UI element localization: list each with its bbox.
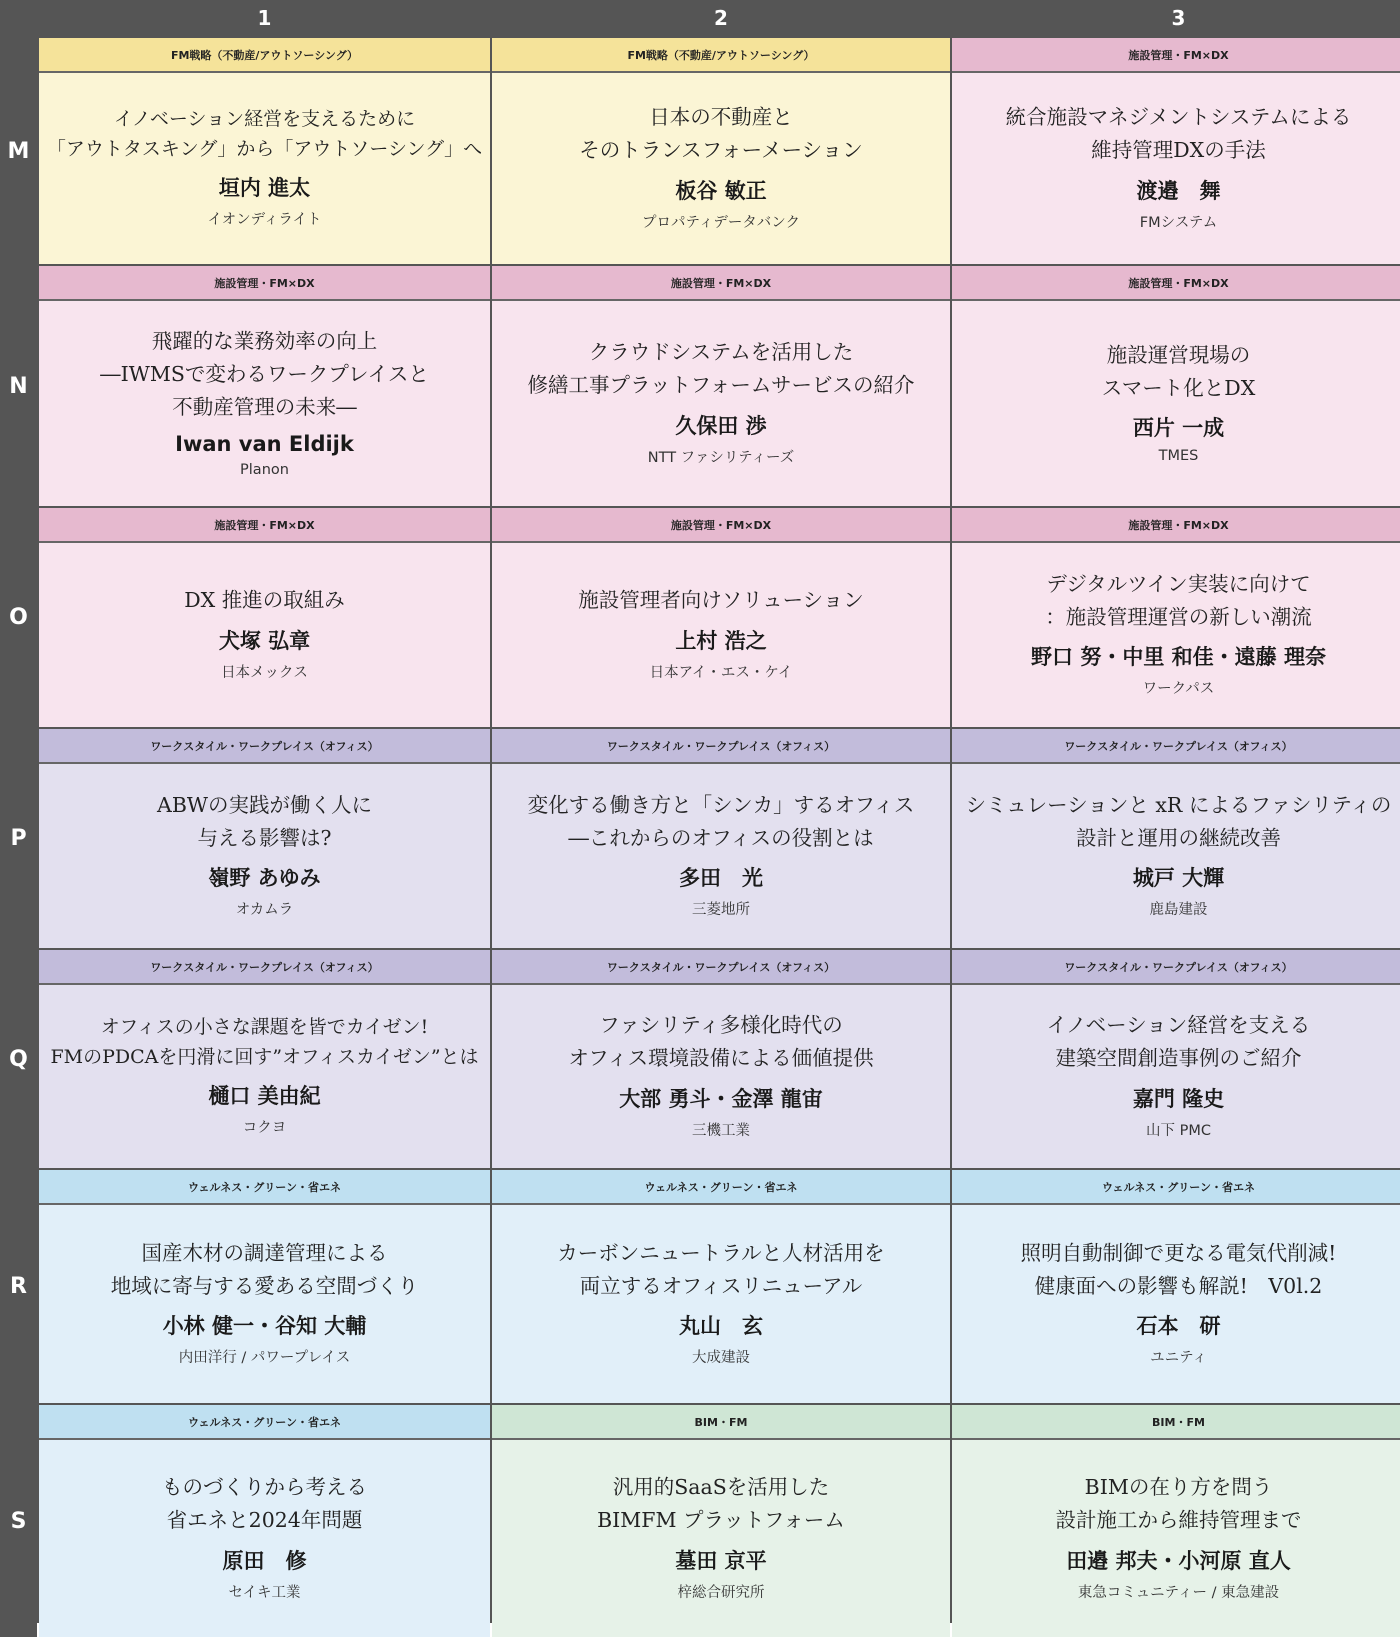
- session-speaker: 城戸 大輝: [1132, 866, 1225, 891]
- session-speaker: 渡邉 舞: [1136, 178, 1221, 203]
- session-organization: NTT ファシリティーズ: [647, 449, 795, 466]
- session-cell[interactable]: [952, 266, 1400, 506]
- session-category: BIM・FM: [952, 1405, 1400, 1440]
- session-cell[interactable]: [492, 1170, 950, 1403]
- session-title: [1102, 339, 1256, 405]
- session-title: [579, 101, 863, 167]
- session-cell[interactable]: [492, 508, 950, 727]
- session-cell[interactable]: [39, 1405, 490, 1637]
- session-body: [492, 301, 950, 506]
- session-body: [492, 985, 950, 1168]
- session-title: [184, 584, 345, 617]
- session-title-line: スマート化とDX: [1101, 375, 1256, 400]
- column-header: 3: [952, 0, 1400, 36]
- session-body: [39, 764, 490, 948]
- session-cell[interactable]: [952, 38, 1400, 264]
- row-header: M: [0, 38, 37, 264]
- session-category: 施設管理・FM×DX: [952, 508, 1400, 543]
- session-category: ウェルネス・グリーン・省エネ: [39, 1170, 490, 1205]
- session-title-line: ABWの実践が働く人に: [157, 792, 372, 817]
- session-organization: 日本アイ・エス・ケイ: [649, 664, 793, 681]
- session-title-line: 照明自動制御で更なる電気代削減!: [1020, 1240, 1337, 1265]
- session-category: ワークスタイル・ワークプレイス（オフィス）: [492, 729, 950, 764]
- row-header: Q: [0, 950, 37, 1168]
- session-title-line: 維持管理DXの手法: [1091, 138, 1266, 162]
- session-category: 施設管理・FM×DX: [39, 508, 490, 543]
- session-title-line: ファシリティ多様化時代の: [599, 1013, 843, 1038]
- session-title: [557, 1237, 884, 1303]
- session-cell[interactable]: [492, 266, 950, 506]
- row-header: S: [0, 1405, 37, 1637]
- session-organization: ワークパス: [1142, 681, 1215, 698]
- session-title: [527, 336, 914, 402]
- session-title-line: 「アウトタスキング」から「アウトソーシング」へ: [46, 138, 483, 160]
- session-organization: イオンディライト: [207, 212, 322, 229]
- session-body: [492, 764, 950, 948]
- session-body: [492, 1440, 950, 1637]
- session-body: [39, 1205, 490, 1403]
- session-title-line: 与える影響は?: [197, 825, 332, 850]
- session-title: [162, 1471, 367, 1537]
- session-speaker: 石本 研: [1136, 1314, 1221, 1339]
- session-title: [1056, 1471, 1302, 1537]
- session-category: ウェルネス・グリーン・省エネ: [952, 1170, 1400, 1205]
- session-category: FM戦略（不動産/アウトソーシング）: [492, 38, 950, 73]
- session-organization: 鹿島建設: [1149, 902, 1208, 919]
- row-header: N: [0, 266, 37, 506]
- session-title-line: デジタルツイン実装に向けて: [1046, 571, 1311, 596]
- session-organization: 内田洋行 / パワープレイス: [178, 1350, 351, 1367]
- session-body: [492, 543, 950, 727]
- session-title: [47, 104, 482, 165]
- session-title: [157, 789, 372, 855]
- session-title-line: 省エネと2024年問題: [166, 1508, 363, 1532]
- session-body: [952, 301, 1400, 506]
- session-title-line: 地域に寄与する愛ある空間づくり: [110, 1273, 419, 1298]
- session-title-line: BIMの在り方を問う: [1084, 1475, 1273, 1500]
- session-speaker: 樋口 美由紀: [208, 1084, 321, 1109]
- session-organization: ユニティ: [1150, 1350, 1207, 1367]
- session-title-line: クラウドシステムを活用した: [588, 340, 854, 365]
- session-organization: コクヨ: [242, 1120, 287, 1137]
- session-cell[interactable]: [492, 38, 950, 264]
- column-header: 1: [39, 0, 490, 36]
- session-category: 施設管理・FM×DX: [492, 266, 950, 301]
- session-title-line: 汎用的SaaSを活用した: [612, 1475, 830, 1500]
- session-body: [952, 985, 1400, 1168]
- session-body: [39, 985, 490, 1168]
- session-title-line: イノベーション経営を支えるために: [113, 107, 416, 130]
- session-organization: 三機工業: [692, 1122, 750, 1139]
- session-title-line: 両立するオフィスリニューアル: [579, 1273, 863, 1298]
- session-speaker: 犬塚 弘章: [218, 628, 311, 653]
- session-title-line: 飛躍的な業務効率の向上: [151, 329, 378, 354]
- session-cell[interactable]: [492, 1405, 950, 1637]
- session-body: [952, 73, 1400, 264]
- session-organization: FMシステム: [1139, 214, 1218, 231]
- session-speaker: 垣内 進太: [218, 176, 311, 201]
- session-cell[interactable]: [39, 508, 490, 727]
- session-body: [39, 543, 490, 727]
- session-body: [952, 543, 1400, 727]
- session-title-line: ―IWMSで変わるワークプレイスと: [100, 362, 429, 387]
- session-speaker: 久保田 渉: [675, 413, 767, 438]
- session-body: [39, 73, 490, 264]
- session-title-line: オフィスの小さな課題を皆でカイゼン!: [100, 1015, 429, 1038]
- session-category: 施設管理・FM×DX: [39, 266, 490, 301]
- session-title: [597, 1471, 845, 1537]
- session-title-line: 施設管理者向けソリューション: [578, 588, 864, 613]
- session-speaker: Iwan van Eldijk: [175, 431, 354, 456]
- session-cell[interactable]: [39, 950, 490, 1168]
- session-title-line: 国産木材の調達管理による: [141, 1240, 388, 1265]
- session-cell[interactable]: [492, 950, 950, 1168]
- session-title: [1006, 101, 1352, 167]
- session-title: [100, 325, 429, 423]
- session-title-line: ものづくりから考える: [162, 1475, 367, 1500]
- session-title-line: FMのPDCAを円滑に回す”オフィスカイゼン”とは: [50, 1046, 479, 1068]
- session-title-line: ―これからのオフィスの役割とは: [568, 825, 874, 850]
- session-title: [50, 1012, 478, 1073]
- session-category: ワークスタイル・ワークプレイス（オフィス）: [492, 950, 950, 985]
- row-header: R: [0, 1170, 37, 1403]
- session-category: BIM・FM: [492, 1405, 950, 1440]
- session-speaker: 丸山 玄: [679, 1314, 763, 1339]
- session-category: FM戦略（不動産/アウトソーシング）: [39, 38, 490, 73]
- session-speaker: 西片 一成: [1132, 416, 1225, 441]
- session-title-line: 修繕工事プラットフォームサービスの紹介: [527, 373, 915, 397]
- session-title-line: オフィス環境設備による価値提供: [568, 1046, 874, 1070]
- session-organization: 山下 PMC: [1146, 1122, 1211, 1139]
- session-title-line: 日本の不動産と: [649, 105, 793, 130]
- session-category: ワークスタイル・ワークプレイス（オフィス）: [952, 729, 1400, 764]
- session-organization: 梓総合研究所: [677, 1584, 765, 1601]
- session-title-line: カーボンニュートラルと人材活用を: [557, 1240, 885, 1265]
- session-speaker: 墓田 京平: [675, 1548, 767, 1573]
- session-title: [1021, 1237, 1337, 1303]
- session-category: ウェルネス・グリーン・省エネ: [39, 1405, 490, 1440]
- session-organization: 三菱地所: [692, 902, 750, 919]
- session-organization: TMES: [1158, 448, 1199, 465]
- session-category: ワークスタイル・ワークプレイス（オフィス）: [39, 729, 490, 764]
- session-body: [492, 73, 950, 264]
- session-speaker: 上村 浩之: [675, 628, 767, 653]
- session-title: [568, 1009, 873, 1075]
- session-title-line: DX 推進の取組み: [184, 588, 345, 613]
- session-speaker: 嶺野 あゆみ: [208, 866, 321, 891]
- session-speaker: 田邉 邦夫・小河原 直人: [1066, 1548, 1291, 1573]
- session-cell[interactable]: [952, 729, 1400, 948]
- session-body: [39, 1440, 490, 1637]
- session-cell[interactable]: [952, 508, 1400, 727]
- session-title-line: イノベーション経営を支える: [1046, 1013, 1311, 1038]
- session-body: [39, 301, 490, 506]
- session-cell[interactable]: [492, 729, 950, 948]
- session-cell[interactable]: [952, 1405, 1400, 1637]
- session-title-line: 健康面への影響も解説! V0l.2: [1034, 1273, 1323, 1298]
- session-organization: 日本メックス: [221, 664, 308, 681]
- session-title: [528, 789, 915, 855]
- session-category: 施設管理・FM×DX: [952, 266, 1400, 301]
- session-cell[interactable]: [39, 38, 490, 264]
- session-organization: オカムラ: [235, 902, 294, 919]
- table-corner: [0, 0, 37, 36]
- column-header: 2: [492, 0, 950, 36]
- session-speaker: 板谷 敏正: [675, 178, 767, 203]
- session-cell[interactable]: [39, 266, 490, 506]
- session-speaker: 野口 努・中里 和佳・遠藤 理奈: [1031, 645, 1326, 670]
- session-title-line: 不動産管理の未来―: [172, 394, 357, 419]
- session-title: [1045, 568, 1312, 634]
- session-title-line: 変化する働き方と「シンカ」するオフィス: [527, 792, 915, 817]
- session-organization: セイキ工業: [228, 1584, 301, 1601]
- session-title: [1047, 1009, 1311, 1075]
- session-title-line: 統合施設マネジメントシステムによる: [1005, 105, 1352, 130]
- session-speaker: 小林 健一・谷知 大輔: [162, 1314, 367, 1339]
- session-body: [952, 1440, 1400, 1637]
- session-cell[interactable]: [39, 1170, 490, 1403]
- session-speaker: 原田 修: [222, 1548, 307, 1573]
- session-title-line: ：施設管理運営の新しい潮流: [1045, 604, 1312, 629]
- session-category: 施設管理・FM×DX: [492, 508, 950, 543]
- session-body: [952, 764, 1400, 948]
- session-speaker: 嘉門 隆史: [1132, 1086, 1225, 1111]
- session-body: [952, 1205, 1400, 1403]
- row-header: O: [0, 508, 37, 727]
- session-title: [111, 1237, 419, 1303]
- session-organization: Planon: [240, 461, 289, 478]
- session-organization: プロパティデータバンク: [642, 214, 800, 231]
- session-title-line: 設計施工から維持管理まで: [1055, 1508, 1302, 1532]
- session-title: [966, 789, 1392, 855]
- session-category: ワークスタイル・ワークプレイス（オフィス）: [952, 950, 1400, 985]
- session-cell[interactable]: [39, 729, 490, 948]
- session-cell[interactable]: [952, 950, 1400, 1168]
- session-title-line: 設計と運用の継続改善: [1076, 825, 1281, 850]
- session-title-line: シミュレーションと xR によるファシリティの: [965, 792, 1392, 817]
- session-category: ウェルネス・グリーン・省エネ: [492, 1170, 950, 1205]
- session-speaker: 大部 勇斗・金澤 龍宙: [619, 1086, 823, 1111]
- session-body: [492, 1205, 950, 1403]
- session-category: 施設管理・FM×DX: [952, 38, 1400, 73]
- session-title-line: 建築空間創造事例のご紹介: [1055, 1046, 1302, 1070]
- session-organization: 東急コミュニティー / 東急建設: [1077, 1584, 1280, 1601]
- session-title-line: 施設運営現場の: [1106, 342, 1251, 367]
- session-organization: 大成建設: [692, 1350, 750, 1367]
- row-header: P: [0, 729, 37, 948]
- session-speaker: 多田 光: [679, 866, 763, 891]
- session-title-line: BIMFM プラットフォーム: [597, 1508, 845, 1532]
- session-cell[interactable]: [952, 1170, 1400, 1403]
- session-title: [578, 584, 864, 617]
- session-category: ワークスタイル・ワークプレイス（オフィス）: [39, 950, 490, 985]
- session-title-line: そのトランスフォーメーション: [579, 138, 863, 162]
